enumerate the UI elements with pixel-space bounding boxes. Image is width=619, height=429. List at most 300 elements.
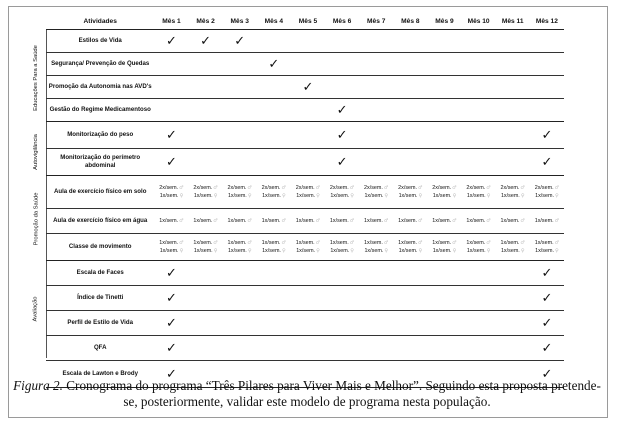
checkmark-icon: ✓ <box>234 34 246 49</box>
month-cell <box>223 122 257 149</box>
group-label-health-promotion: Promoção da Saúde <box>33 192 40 246</box>
month-cell <box>496 99 530 122</box>
frequency-value: 2x/sem.♂ <box>364 185 389 191</box>
frequency-cell <box>530 176 564 209</box>
month-cell <box>530 261 564 286</box>
female-symbol-icon: ♀ <box>384 193 388 199</box>
frequency-value: 1x/sem.♂ <box>432 218 457 224</box>
frequency-cell <box>154 209 188 234</box>
activity-cell: Segurança/ Prevenção de Quedas <box>46 53 154 76</box>
month-cell <box>393 336 427 361</box>
frequency-cell <box>189 209 223 234</box>
header-month: Mês 4 <box>257 14 291 30</box>
checkmark-icon: ✓ <box>166 316 177 331</box>
month-cell <box>462 76 496 99</box>
frequency-value: 2x/sem.♂ <box>159 185 184 191</box>
female-symbol-icon: ♀ <box>179 193 184 199</box>
table-row <box>46 99 564 122</box>
checkmark-icon: ✓ <box>336 128 348 143</box>
month-cell <box>496 336 530 361</box>
table-row <box>46 209 564 234</box>
month-cell <box>223 53 257 76</box>
male-symbol-icon: ♂ <box>383 240 389 246</box>
female-symbol-icon: ♀ <box>213 248 218 254</box>
activity-cell: QFA <box>46 336 154 361</box>
frequency-cell <box>530 209 564 234</box>
frequency-value: 1x/sem.♀ <box>262 248 286 254</box>
male-symbol-icon: ♂ <box>281 240 287 246</box>
frequency-cell <box>325 209 359 234</box>
month-cell <box>257 53 291 76</box>
frequency-cell <box>530 234 564 261</box>
frequency-value: 1x/sem.♀ <box>227 248 252 254</box>
frequency-cell <box>291 234 325 261</box>
month-cell <box>427 76 461 99</box>
month-cell <box>291 122 325 149</box>
month-cell <box>427 122 461 149</box>
male-symbol-icon: ♂ <box>281 185 287 191</box>
month-cell <box>189 311 223 336</box>
male-symbol-icon: ♂ <box>418 240 423 246</box>
month-cell <box>291 311 325 336</box>
month-cell <box>325 149 359 176</box>
month-cell <box>291 30 325 53</box>
male-symbol-icon: ♂ <box>247 218 252 224</box>
activity-cell: Escala de Faces <box>46 261 154 286</box>
male-symbol-icon: ♂ <box>179 185 184 191</box>
frequency-cell <box>257 209 291 234</box>
male-symbol-icon: ♂ <box>452 185 457 191</box>
male-symbol-icon: ♂ <box>349 240 355 246</box>
checkmark-icon: ✓ <box>541 291 553 306</box>
female-symbol-icon: ♀ <box>281 248 286 254</box>
frequency-value: 2x/sem.♂ <box>261 185 287 191</box>
frequency-value: 1x/sem.♀ <box>159 248 184 254</box>
month-cell <box>496 122 530 149</box>
female-symbol-icon: ♀ <box>247 193 252 199</box>
month-cell <box>154 122 188 149</box>
female-symbol-icon: ♀ <box>554 193 559 199</box>
frequency-value: 1x/sem.♂ <box>500 240 525 246</box>
female-symbol-icon: ♀ <box>316 248 320 254</box>
male-symbol-icon: ♂ <box>315 240 321 246</box>
male-symbol-icon: ♂ <box>213 185 218 191</box>
month-cell <box>154 149 188 176</box>
table-row <box>46 311 564 336</box>
month-cell <box>496 286 530 311</box>
frequency-cell <box>325 176 359 209</box>
month-cell <box>359 311 393 336</box>
month-cell <box>359 53 393 76</box>
male-symbol-icon: ♂ <box>418 218 423 224</box>
month-cell <box>325 30 359 53</box>
male-symbol-icon: ♂ <box>520 218 525 224</box>
month-cell <box>223 76 257 99</box>
frequency-value: 1x/sem.♀ <box>193 248 218 254</box>
header-month: Mês 6 <box>325 14 359 30</box>
month-cell <box>154 311 188 336</box>
male-symbol-icon: ♂ <box>486 185 491 191</box>
female-symbol-icon: ♀ <box>247 248 252 254</box>
female-symbol-icon: ♀ <box>520 193 525 199</box>
frequency-value: 1x/sem.♀ <box>466 193 491 199</box>
header-month: Mês 1 <box>154 14 188 30</box>
month-cell <box>325 336 359 361</box>
frequency-value: 2x/sem.♂ <box>432 185 457 191</box>
table-row <box>46 149 564 176</box>
male-symbol-icon: ♂ <box>452 218 457 224</box>
month-cell <box>154 99 188 122</box>
month-cell <box>325 286 359 311</box>
frequency-value: 2x/sem.♂ <box>227 185 252 191</box>
table-row <box>46 122 564 149</box>
checkmark-icon: ✓ <box>541 155 553 170</box>
table-row <box>46 176 564 209</box>
frequency-value: 1x/sem.♂ <box>159 218 184 224</box>
activity-cell: Índice de Tinetti <box>46 286 154 311</box>
month-cell <box>530 336 564 361</box>
male-symbol-icon: ♂ <box>247 240 252 246</box>
frequency-cell <box>223 209 257 234</box>
male-symbol-icon: ♂ <box>213 240 218 246</box>
frequency-value: 1x/sem.♀ <box>193 193 218 199</box>
frequency-value: 2x/sem.♂ <box>329 185 355 191</box>
frequency-value: 1x/sem.♀ <box>227 193 252 199</box>
month-cell <box>257 149 291 176</box>
checkmark-icon: ✓ <box>541 341 553 356</box>
month-cell <box>189 76 223 99</box>
month-cell <box>393 311 427 336</box>
frequency-value: 1x/sem.♀ <box>432 193 457 199</box>
month-cell <box>154 261 188 286</box>
month-cell <box>189 286 223 311</box>
frequency-value: 1x/sem.♂ <box>466 240 491 246</box>
month-cell <box>496 261 530 286</box>
activity-cell: Promoção da Autonomia nas AVD's <box>46 76 154 99</box>
month-cell <box>462 311 496 336</box>
month-cell <box>359 149 393 176</box>
month-cell <box>393 30 427 53</box>
male-symbol-icon: ♂ <box>179 218 184 224</box>
checkmark-icon: ✓ <box>166 367 177 382</box>
frequency-value: 1x/sem.♂ <box>227 218 252 224</box>
frequency-cell <box>359 176 393 209</box>
month-cell <box>325 261 359 286</box>
female-symbol-icon: ♀ <box>213 193 218 199</box>
month-cell <box>359 261 393 286</box>
female-symbol-icon: ♀ <box>418 248 423 254</box>
table-row <box>46 261 564 286</box>
month-cell <box>462 30 496 53</box>
table-row <box>46 336 564 361</box>
frequency-cell <box>462 234 496 261</box>
header-month: Mês 10 <box>462 14 496 30</box>
header-month: Mês 3 <box>223 14 257 30</box>
activity-cell: Perfil de Estilo de Vida <box>46 311 154 336</box>
frequency-cell <box>359 234 393 261</box>
month-cell <box>257 76 291 99</box>
female-symbol-icon: ♀ <box>281 193 286 199</box>
month-cell <box>223 286 257 311</box>
frequency-value: 1x/sem.♀ <box>296 193 320 199</box>
frequency-cell <box>496 234 530 261</box>
frequency-value: 1x/sem.♀ <box>398 248 423 254</box>
header-month: Mês 5 <box>291 14 325 30</box>
female-symbol-icon: ♀ <box>554 248 559 254</box>
female-symbol-icon: ♀ <box>418 193 423 199</box>
frequency-value: 2x/sem.♂ <box>193 185 218 191</box>
frequency-value: 1x/sem.♂ <box>534 240 560 246</box>
month-cell <box>291 149 325 176</box>
female-symbol-icon: ♀ <box>486 248 491 254</box>
checkmark-icon: ✓ <box>268 57 280 72</box>
frequency-value: 1x/sem.♂ <box>261 240 287 246</box>
month-cell <box>393 122 427 149</box>
frequency-cell <box>189 176 223 209</box>
frequency-cell <box>257 176 291 209</box>
male-symbol-icon: ♂ <box>349 218 355 224</box>
checkmark-icon: ✓ <box>336 155 348 170</box>
month-cell <box>154 76 188 99</box>
group-label-evaluation: Avaliação <box>33 296 39 322</box>
month-cell <box>530 99 564 122</box>
male-symbol-icon: ♂ <box>486 240 491 246</box>
month-cell <box>393 149 427 176</box>
frequency-value: 1x/sem.♂ <box>329 240 355 246</box>
male-symbol-icon: ♂ <box>315 218 321 224</box>
frequency-value: 1x/sem.♀ <box>330 193 354 199</box>
checkmark-icon: ✓ <box>166 128 177 143</box>
frequency-value: 1x/sem.♀ <box>432 248 457 254</box>
male-symbol-icon: ♂ <box>554 218 560 224</box>
frequency-cell <box>427 209 461 234</box>
male-symbol-icon: ♂ <box>486 218 491 224</box>
month-cell <box>427 336 461 361</box>
month-cell <box>189 149 223 176</box>
male-symbol-icon: ♂ <box>179 240 184 246</box>
month-cell <box>496 76 530 99</box>
month-cell <box>325 99 359 122</box>
frequency-cell <box>154 176 188 209</box>
frequency-value: 2x/sem.♂ <box>398 185 423 191</box>
checkmark-icon: ✓ <box>166 291 177 306</box>
month-cell <box>257 122 291 149</box>
frequency-cell <box>291 209 325 234</box>
header-activity: Atividades <box>46 14 154 30</box>
frequency-cell <box>223 176 257 209</box>
month-cell <box>427 286 461 311</box>
frequency-cell <box>325 234 359 261</box>
checkmark-icon: ✓ <box>336 103 348 118</box>
month-cell <box>496 149 530 176</box>
month-cell <box>393 76 427 99</box>
month-cell <box>530 286 564 311</box>
month-cell <box>257 336 291 361</box>
month-cell <box>530 30 564 53</box>
checkmark-icon: ✓ <box>166 341 177 356</box>
activity-cell: Gestão do Regime Medicamentoso <box>46 99 154 122</box>
frequency-value: 1x/sem.♀ <box>296 248 320 254</box>
frequency-cell <box>462 176 496 209</box>
month-cell <box>496 311 530 336</box>
month-cell <box>427 53 461 76</box>
frequency-value: 2x/sem.♂ <box>466 185 491 191</box>
frequency-value: 1x/sem.♀ <box>466 248 491 254</box>
table-row <box>46 30 564 53</box>
figure-caption <box>12 378 602 410</box>
month-cell <box>393 261 427 286</box>
frequency-cell <box>223 234 257 261</box>
frequency-value: 1x/sem.♀ <box>159 193 184 199</box>
table-row <box>46 234 564 261</box>
caption-text: Cronograma do programa “Três Pilares para Viver Mais e Melhor”. Seguindo esta proposta pretende-se, posteriormente, validar este modelo de programa nesta população. <box>62 378 601 409</box>
male-symbol-icon: ♂ <box>554 185 560 191</box>
frequency-value: 1x/sem.♀ <box>364 248 388 254</box>
table-header-row <box>46 14 564 30</box>
schedule-table <box>46 14 564 388</box>
female-symbol-icon: ♀ <box>179 248 184 254</box>
frequency-value: 1x/sem.♂ <box>329 218 355 224</box>
month-cell <box>257 261 291 286</box>
frequency-value: 1x/sem.♀ <box>500 193 525 199</box>
month-cell <box>359 99 393 122</box>
month-cell <box>325 53 359 76</box>
frequency-value: 1x/sem.♀ <box>262 193 286 199</box>
frequency-value: 1x/sem.♂ <box>398 240 423 246</box>
month-cell <box>257 30 291 53</box>
frequency-value: 1x/sem.♂ <box>398 218 423 224</box>
activity-cell: Monitorização do perímetro abdominal <box>46 149 154 176</box>
male-symbol-icon: ♂ <box>452 240 457 246</box>
month-cell <box>291 53 325 76</box>
activity-cell: Aula de exercício físico em água <box>46 209 154 234</box>
month-cell <box>189 122 223 149</box>
month-cell <box>462 53 496 76</box>
frequency-cell <box>359 209 393 234</box>
month-cell <box>359 30 393 53</box>
frequency-value: 1x/sem.♂ <box>364 240 389 246</box>
month-cell <box>223 30 257 53</box>
frequency-value: 1x/sem.♂ <box>534 218 560 224</box>
frequency-value: 1x/sem.♂ <box>193 240 218 246</box>
month-cell <box>154 336 188 361</box>
month-cell <box>462 122 496 149</box>
month-cell <box>359 286 393 311</box>
frequency-cell <box>496 176 530 209</box>
month-cell <box>189 99 223 122</box>
month-cell <box>427 30 461 53</box>
month-cell <box>223 336 257 361</box>
month-cell <box>325 311 359 336</box>
frequency-value: 2x/sem.♂ <box>295 185 321 191</box>
activity-cell: Aula de exercício físico em solo <box>46 176 154 209</box>
month-cell <box>154 286 188 311</box>
frequency-cell <box>393 209 427 234</box>
frequency-cell <box>496 209 530 234</box>
frequency-value: 2x/sem.♂ <box>500 185 525 191</box>
male-symbol-icon: ♂ <box>247 185 252 191</box>
checkmark-icon: ✓ <box>166 34 177 49</box>
frequency-value: 1x/sem.♀ <box>535 193 559 199</box>
female-symbol-icon: ♀ <box>452 248 457 254</box>
frequency-cell <box>462 209 496 234</box>
table-row <box>46 76 564 99</box>
month-cell <box>189 30 223 53</box>
month-cell <box>291 286 325 311</box>
month-cell <box>359 122 393 149</box>
table-row <box>46 286 564 311</box>
month-cell <box>257 99 291 122</box>
header-month: Mês 11 <box>496 14 530 30</box>
female-symbol-icon: ♀ <box>384 248 388 254</box>
month-cell <box>223 311 257 336</box>
frequency-cell <box>393 176 427 209</box>
month-cell <box>496 30 530 53</box>
checkmark-icon: ✓ <box>541 128 553 143</box>
frequency-cell <box>393 234 427 261</box>
caption-label: Figura 2. <box>13 378 63 393</box>
frequency-cell <box>427 176 461 209</box>
checkmark-icon: ✓ <box>166 155 177 170</box>
male-symbol-icon: ♂ <box>554 240 560 246</box>
month-cell <box>496 53 530 76</box>
month-cell <box>427 311 461 336</box>
frequency-cell <box>427 234 461 261</box>
frequency-value: 1x/sem.♂ <box>364 218 389 224</box>
header-month: Mês 8 <box>393 14 427 30</box>
month-cell <box>462 99 496 122</box>
header-month: Mês 2 <box>189 14 223 30</box>
female-symbol-icon: ♀ <box>486 193 491 199</box>
activity-cell: Monitorização do peso <box>46 122 154 149</box>
month-cell <box>325 122 359 149</box>
header-month: Mês 12 <box>530 14 564 30</box>
male-symbol-icon: ♂ <box>315 185 321 191</box>
female-symbol-icon: ♀ <box>350 248 354 254</box>
female-symbol-icon: ♀ <box>316 193 320 199</box>
frequency-value: 1x/sem.♂ <box>466 218 491 224</box>
month-cell <box>257 286 291 311</box>
month-cell <box>257 311 291 336</box>
frequency-value: 1x/sem.♂ <box>432 240 457 246</box>
frequency-value: 1x/sem.♀ <box>364 193 388 199</box>
frequency-value: 1x/sem.♂ <box>500 218 525 224</box>
checkmark-icon: ✓ <box>200 34 212 49</box>
frequency-value: 1x/sem.♀ <box>500 248 525 254</box>
checkmark-icon: ✓ <box>166 266 177 281</box>
month-cell <box>291 336 325 361</box>
group-label-self-monitoring: Autovigilância <box>33 134 39 170</box>
checkmark-icon: ✓ <box>541 316 553 331</box>
month-cell <box>189 261 223 286</box>
male-symbol-icon: ♂ <box>213 218 218 224</box>
month-cell <box>462 149 496 176</box>
frequency-value: 2x/sem.♂ <box>534 185 560 191</box>
month-cell <box>189 336 223 361</box>
checkmark-icon: ✓ <box>541 367 553 382</box>
month-cell <box>223 261 257 286</box>
month-cell <box>393 99 427 122</box>
month-cell <box>427 261 461 286</box>
frequency-value: 1x/sem.♂ <box>193 218 218 224</box>
month-cell <box>462 286 496 311</box>
frequency-value: 1x/sem.♂ <box>295 240 321 246</box>
activity-cell: Escala de Lawton e Brody <box>46 361 154 388</box>
month-cell <box>223 149 257 176</box>
month-cell <box>530 311 564 336</box>
month-cell <box>154 53 188 76</box>
male-symbol-icon: ♂ <box>383 218 389 224</box>
